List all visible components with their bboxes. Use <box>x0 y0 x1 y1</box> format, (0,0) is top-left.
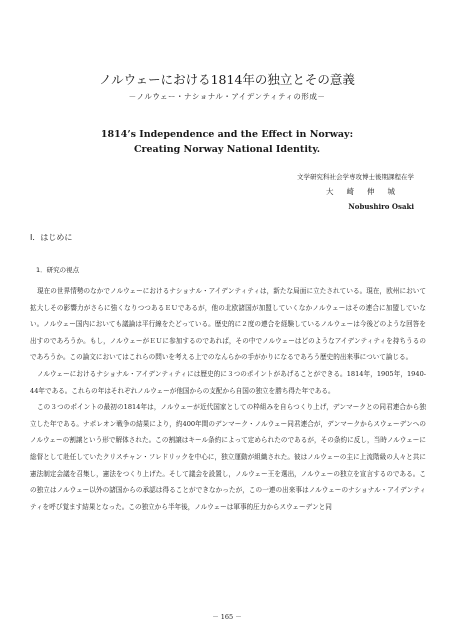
author-name-english: Nobushiro Osaki <box>348 202 414 211</box>
subsection-heading: 1．研究の視点 <box>36 266 80 274</box>
body-text <box>30 283 426 515</box>
author-affiliation: 文学研究科社会学専攻博士後期課程在学 <box>297 173 414 181</box>
paragraph-3: この３つのポイントの最初の1814年は，ノルウェーが近代国家としての枠組みを自らつくり上げ，デンマークとの同君連合から独立した年である。ナポレオン戦争の結果により，約400年間のデンマーク・ノルウェー同君連合が，デンマークからスウェーデンへのノルウェーの割譲という形で解体された。この割譲はキール条約によって定められたのであるが，その条約に反し，当時ノルウェーに総督として赴任していたクリスチャン・フレドリックを中心に，独立運動が組織された。彼はノルウェーの主に上流階級の人々と共に憲法制定会議を召集し，憲法をつくり上げた。そして議会を設置し，ノルウェー王を選出，ノルウェーの独立を宣言するのである。この独立はノルウェー以外の諸国からの承認は得ることができなかったが，この一連の出来事はノルウェーのナショナル・アイデンティティを呼び覚ます結果となった。この独立から半年後，ノルウェーは軍事的圧力からスウェーデンと同 <box>30 403 426 511</box>
page-number: － 165 － <box>212 613 242 621</box>
paper-title: ノルウェーにおける1814年の独立とその意義 <box>99 72 355 87</box>
section-heading: Ⅰ．はじめに <box>30 233 73 242</box>
paragraph-1: 現在の世界情勢のなかでノルウェーにおけるナショナル・アイデンティティは，新たな局面に立たされている。現在，欧州において拡大しその影響力がさらに強くなりつつあるＥＵであるが，他の北欧諸国が加盟していくなかノルウェーはその連合に加盟していない。ノルウェー国内においても議論は平行線をたどっている。歴史的に２度の連合を経験しているノルウェーは今後どのような回答を出すのであろうか。もし，ノルウェーがＥＵに参加するのであれば，その中でノルウェーはどのようなアイデンティティを持ちうるのであろうか。この論文においてはこれらの問いを考える上でのなんらかの手がかりになるであろう歴史的出来事について論じる。 <box>30 287 426 362</box>
paper-subtitle: －ノルウェー・ナショナル・アイデンティティの形成－ <box>128 92 326 101</box>
english-title-line-2: Creating Norway National Identity. <box>133 144 321 155</box>
english-title-line-1: 1814’s Independence and the Effect in Norway: <box>100 129 354 140</box>
paragraph-2: ノルウェーにおけるナショナル・アイデンティティには歴史的に３つのポイントがあげることができる。1814年，1905年，1940-44年である。これらの年はそれぞれノルウェーが他国からの支配から自国の独立を勝ち得た年である。 <box>30 369 426 395</box>
author-name-japanese: 大崎伸城 <box>326 187 408 196</box>
